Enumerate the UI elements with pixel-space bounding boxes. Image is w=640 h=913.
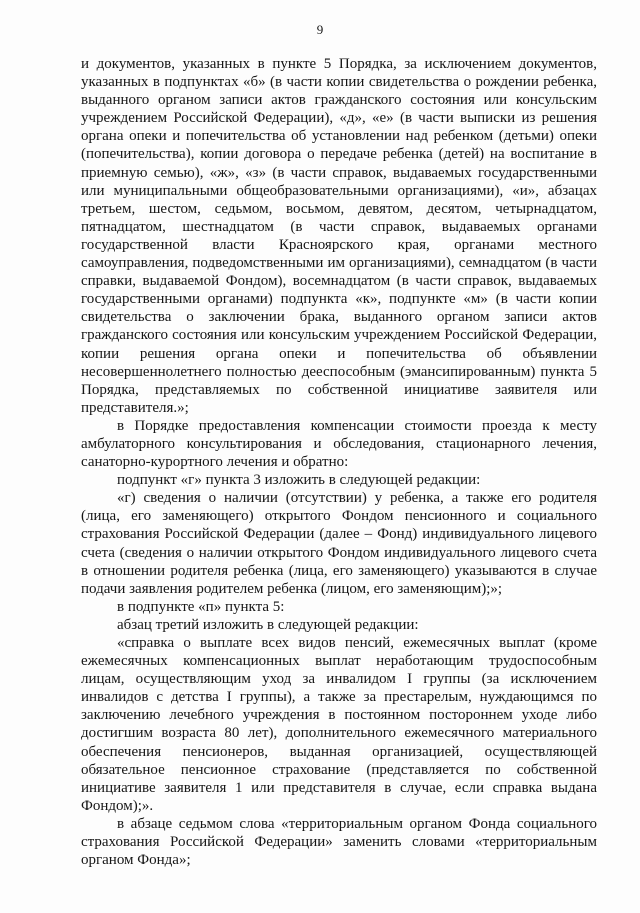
paragraph: «справка о выплате всех видов пенсий, ежемесячных выплат (кроме ежемесячных компенсационных выплат неработающим трудоспособным лицам, осуществляющим уход за инвалидом I группы (за исключением инвалидов с детства I группы), а также за престарелым, нуждающимся по заключению лечебного учреждения в постоянном постороннем уходе либо достигшим возраста 80 лет), дополнительного ежемесячного материального обеспечения пенсионеров, выданная организацией, осуществляющей обязательное пенсионное страхование (представляется по собственной инициативе заявителя 1 или представителя в случае, если справка выдана Фондом);». (81, 635, 597, 814)
paragraph: абзац третий изложить в следующей редакции: (117, 616, 419, 633)
paragraph: «г) сведения о наличии (отсутствии) у ребенка, а также его родителя (лица, его заменяющего) открытого Фондом пенсионного и социального страхования Российской Федерации (далее – Фонд) индивидуального лицевого счета (сведения о наличии открытого Фондом индивидуального лицевого счета в отношении родителя ребенка (лица, его заменяющего) указываются в случае подачи заявления родителем ребенка (лицом, его заменяющим);»; (81, 490, 597, 597)
paragraph: в Порядке предоставления компенсации стоимости проезда к месту амбулаторного консультирования и обследования, стационарного лечения, санаторно-курортного лечения и обратно: (81, 417, 597, 471)
document-body (81, 55, 597, 869)
paragraph-continuation: и документов, указанных в пункте 5 Порядка, за исключением документов, указанных в подпунктах «б» (в части копии свидетельства о рождении ребенка, выданного органом записи актов гражданского состояния или консульским учреждением Российской Федерации), «д», «е» (в части выписки из решения органа опеки и попечительства об установлении над ребенком (детьми) опеки (попечительства), копии договора о передаче ребенка (детей) на воспитание в приемную семью), «ж», «з» (в части справок, выдаваемых государственными или муниципальными общеобразовательными организациями), «и», абзацах третьем, шестом, седьмом, восьмом, девятом, десятом, четырнадцатом, пятнадцатом, шестнадцатом (в части справок, выдаваемых органами государственной власти Красноярского края, органами местного самоуправления, подведомственными им организациями), семнадцатом (в части справки, выдаваемой Фондом), восемнадцатом (в части справок, выдаваемых государственными органами) подпункта «к», подпункте «м» (в части копии свидетельства о заключении брака, выданного органом записи актов гражданского состояния или консульским учреждением Российской Федерации, копии решения органа опеки и попечительства об объявлении несовершеннолетнего полностью дееспособным (эмансипированным) пункта 5 Порядка, представляемых по собственной инициативе заявителя или представителя.»; (81, 56, 597, 416)
paragraph: в подпункте «п» пункта 5: (117, 598, 285, 615)
paragraph: в абзаце седьмом слова «территориальным органом Фонда социального страхования Российской Федерации» заменить словами «территориальным органом Фонда»; (81, 815, 597, 869)
paragraph: подпункт «г» пункта 3 изложить в следующей редакции: (117, 472, 481, 489)
page-number: 9 (316, 22, 324, 37)
